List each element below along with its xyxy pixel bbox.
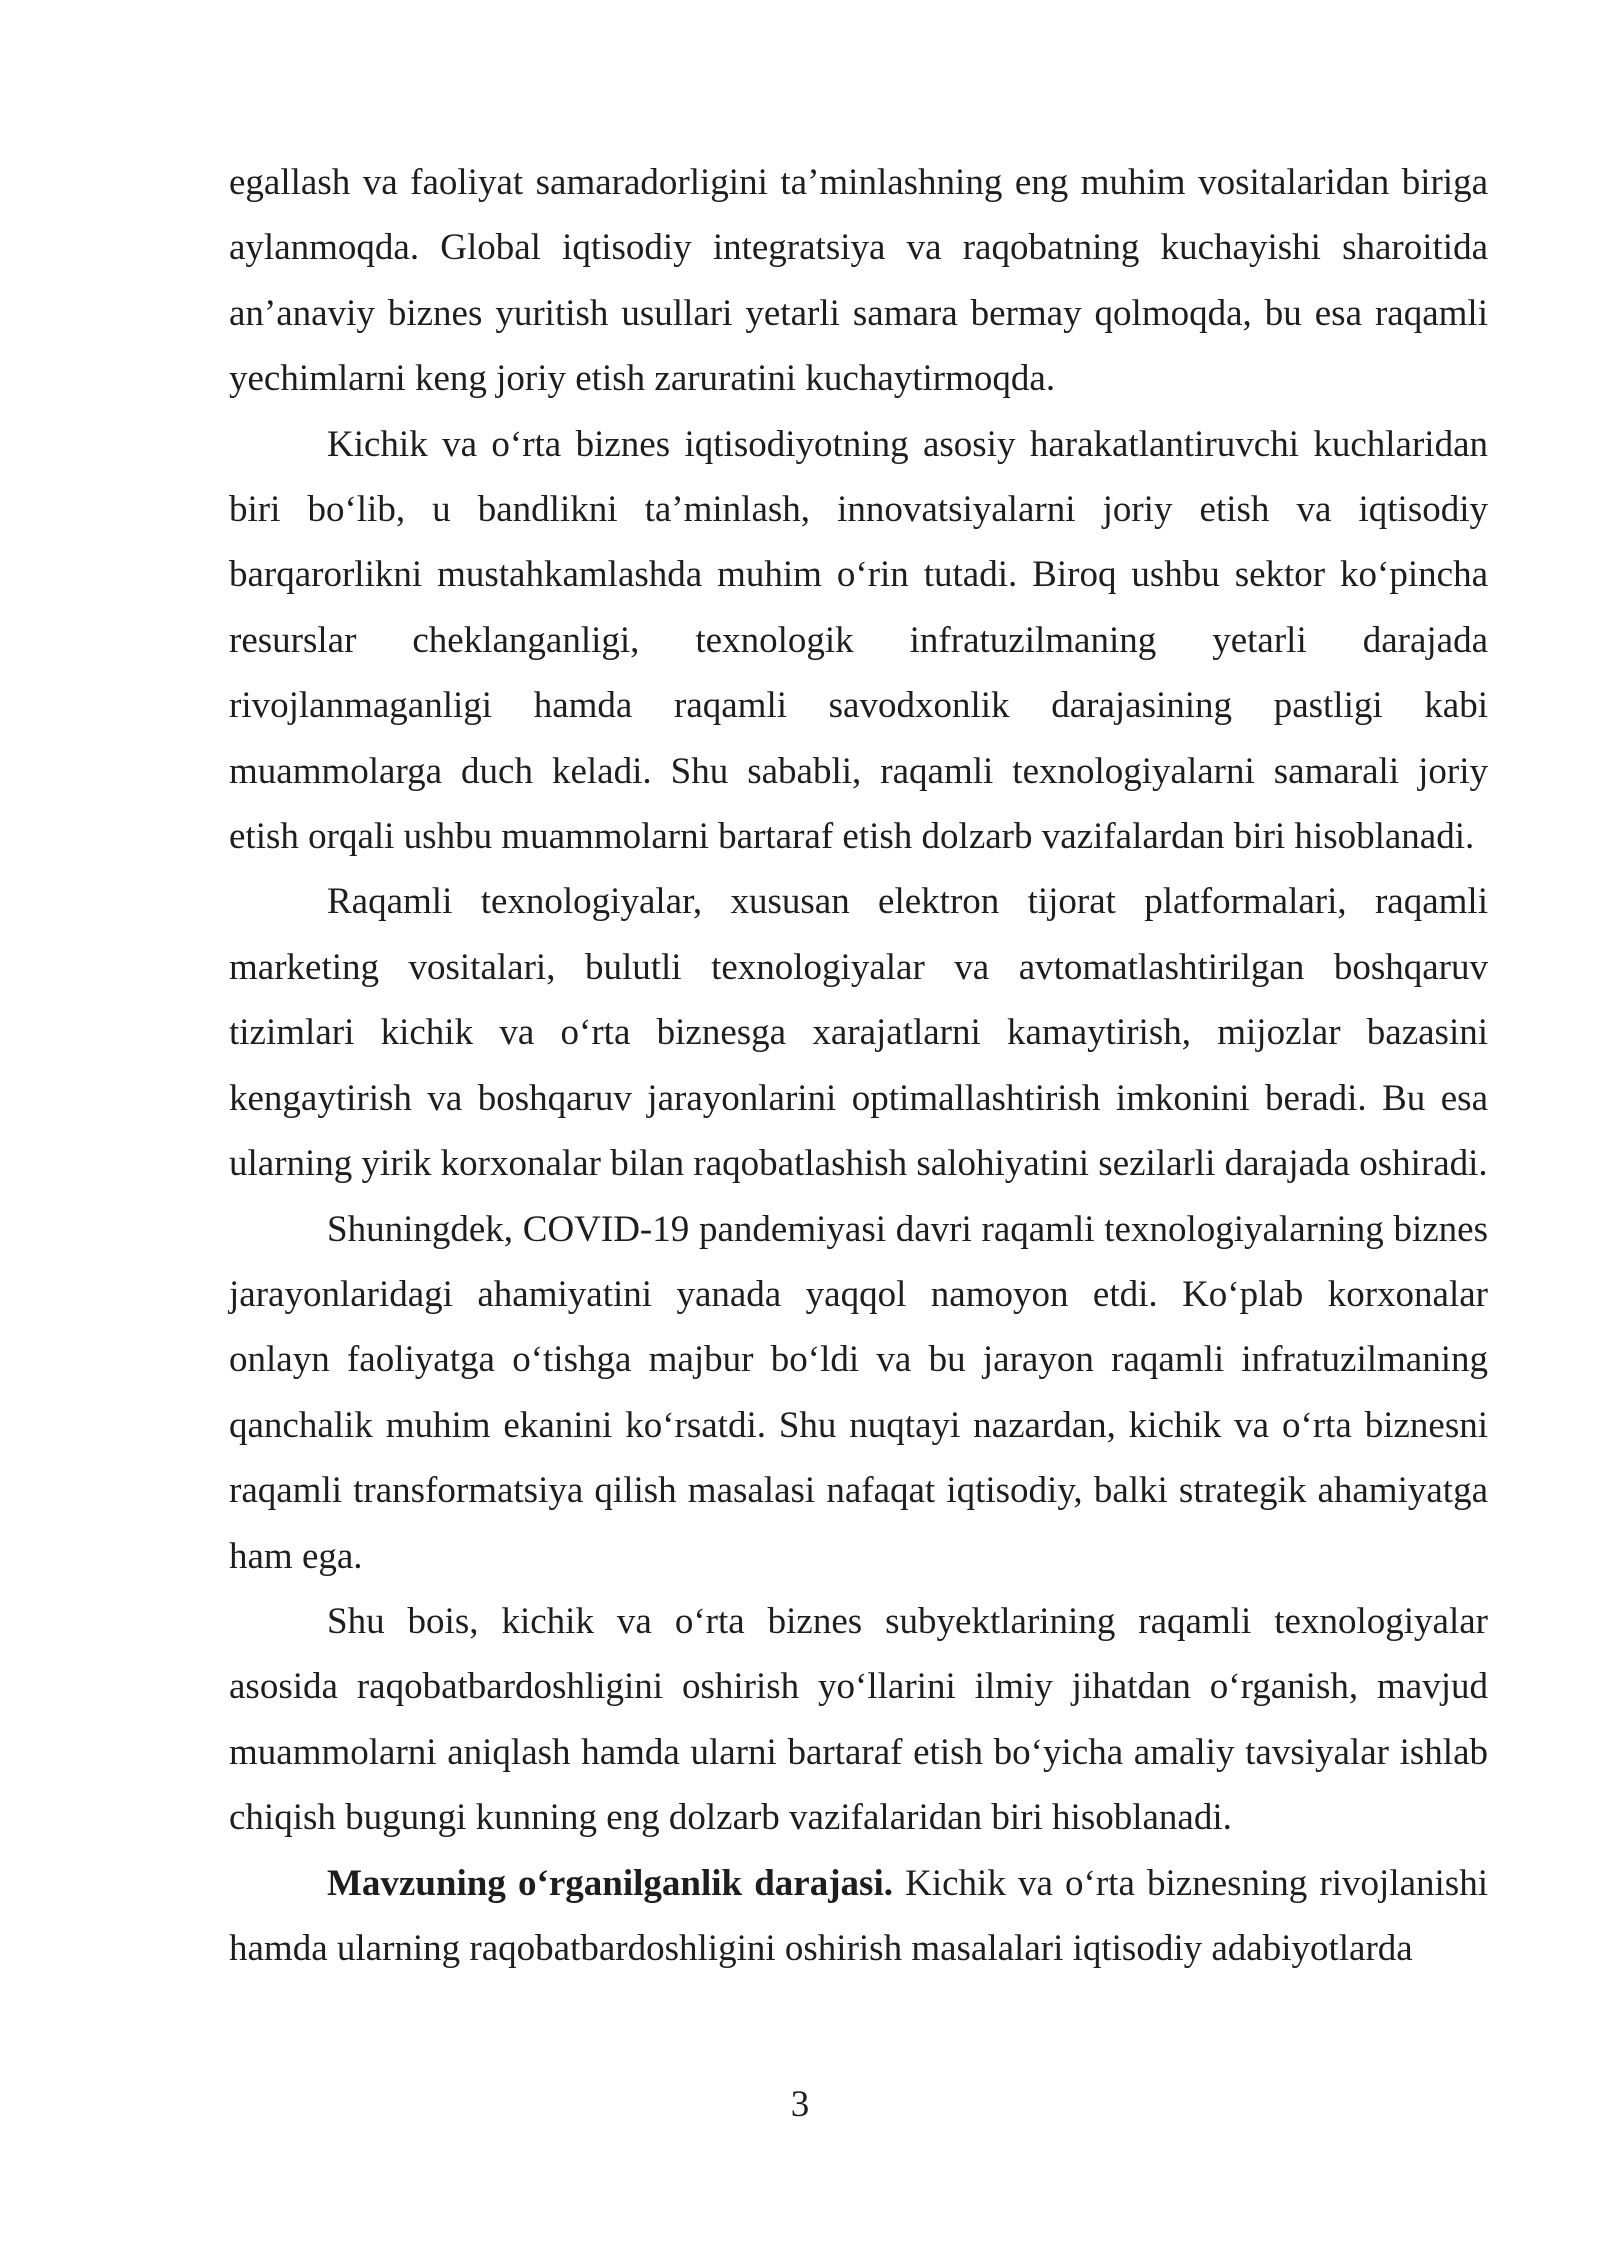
- paragraph-text: Kichik va o‘rta biznesning rivojlanishi hamda ularning raqobatbardoshligini oshirish masalalari iqtisodiy adabiyotlarda: [229, 1862, 1488, 1969]
- paragraph: Raqamli texnologiyalar, xususan elektron tijorat platformalari, raqamli marketing vositalari, bulutli texnologiyalar va avtomatlashtirilgan boshqaruv tizimlari kichik va o‘rta biznesga xarajatlarni kamaytirish, mijozlar bazasini kengaytirish va boshqaruv jarayonlarini optimallashtirish imkonini beradi. Bu esa ularning yirik korxonalar bilan raqobatlashish salohiyatini sezilarli darajada oshiradi.: [229, 881, 1488, 1185]
- paragraph: Shu bois, kichik va o‘rta biznes subyektlarining raqamli texnologiyalar asosida raqobatbardoshligini oshirish yo‘llarini ilmiy jihatdan o‘rganish, mavjud muammolarni aniqlash hamda ularni bartaraf etish bo‘yicha amaliy tavsiyalar ishlab chiqish bugungi kunning eng dolzarb vazifalaridan biri hisoblanadi.: [229, 1600, 1488, 1839]
- section-heading: Mavzuning o‘rganilganlik darajasi.: [327, 1862, 893, 1904]
- paragraph: egallash va faoliyat samaradorligini ta’minlashning eng muhim vositalaridan biriga aylanmoqda. Global iqtisodiy integratsiya va raqobatning kuchayishi sharoitida an’anaviy biznes yuritish usullari yetarli samara bermay qolmoqda, bu esa raqamli yechimlarni keng joriy etish zaruratini kuchaytirmoqda.: [229, 162, 1488, 400]
- paragraph-with-heading: [229, 1851, 1488, 1982]
- paragraph: Shuningdek, COVID-19 pandemiyasi davri raqamli texnologiyalarning biznes jarayonlaridagi ahamiyatini yanada yaqqol namoyon etdi. Ko‘plab korxonalar onlayn faoliyatga o‘tishga majbur bo‘ldi va bu jarayon raqamli infratuzilmaning qanchalik muhim ekanini ko‘rsatdi. Shu nuqtayi nazardan, kichik va o‘rta biznesni raqamli transformatsiya qilish masalasi nafaqat iqtisodiy, balki strategik ahamiyatga ham ega.: [229, 1208, 1488, 1577]
- page-number: 3: [790, 2084, 810, 2125]
- body-text: [229, 150, 1488, 1981]
- paragraph: Kichik va o‘rta biznes iqtisodiyotning asosiy harakatlantiruvchi kuchlaridan biri bo‘lib, u bandlikni ta’minlash, innovatsiyalarni joriy etish va iqtisodiy barqarorlikni mustahkamlashda muhim o‘rin tutadi. Biroq ushbu sektor ko‘pincha resurslar cheklanganligi, texnologik infratuzilmaning yetarli darajada rivojlanmaganligi hamda raqamli savodxonlik darajasining pastligi kabi muammolarga duch keladi. Shu sababli, raqamli texnologiyalarni samarali joriy etish orqali ushbu muammolarni bartaraf etish dolzarb vazifalardan biri hisoblanadi.: [229, 423, 1488, 858]
